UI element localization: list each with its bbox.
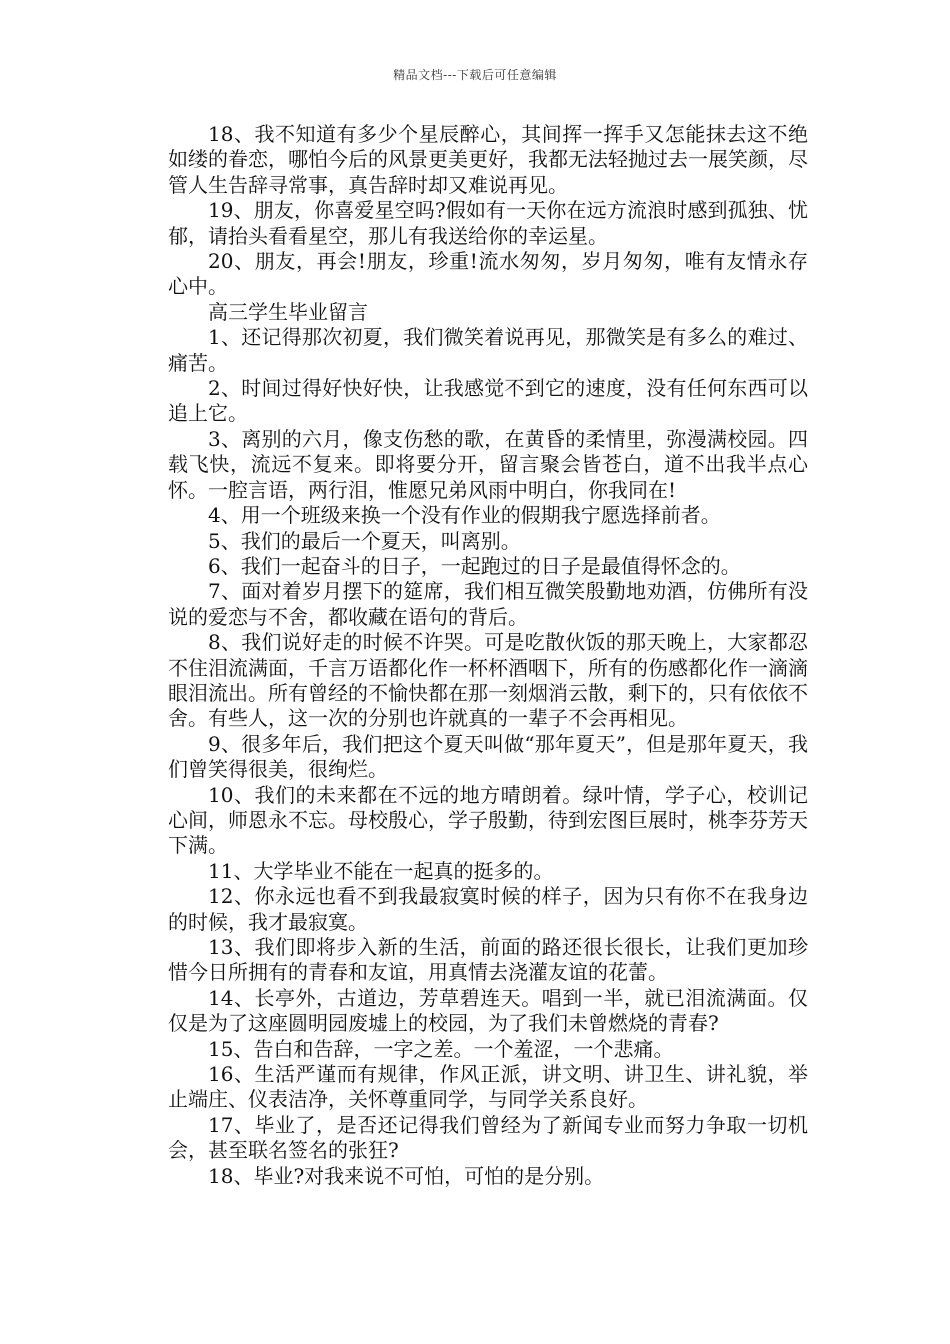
paragraph: 13、我们即将步入新的生活，前面的路还很长很长，让我们更加珍惜今日所拥有的青春和友谊，用真情去浇灌友谊的花蕾。 <box>168 935 808 985</box>
paragraph: 10、我们的未来都在不远的地方晴朗着。绿叶情，学子心，校训记心间，师恩永不忘。母校殷心，学子殷勤，待到宏图巨展时，桃李芬芳天下满。 <box>168 782 808 858</box>
paragraph: 3、离别的六月，像支伤愁的歌，在黄昏的柔情里，弥漫满校园。四载飞快，流远不复来。即将要分开，留言聚会皆苍白，道不出我半点心怀。一腔言语，两行泪，惟愿兄弟风雨中明白，你我同在! <box>168 426 808 502</box>
paragraph: 9、很多年后，我们把这个夏天叫做“那年夏天”，但是那年夏天，我们曾笑得很美，很绚烂。 <box>168 731 808 782</box>
document-body <box>168 122 808 1189</box>
page-header: 精品文档---下载后可任意编辑 <box>393 68 557 82</box>
paragraph: 16、生活严谨而有规律，作风正派，讲文明、讲卫生、讲礼貌，举止端庄、仪表洁净，关怀尊重同学，与同学关系良好。 <box>168 1062 808 1112</box>
paragraph: 7、面对着岁月摆下的筵席，我们相互微笑殷勤地劝酒，仿佛所有没说的爱恋与不舍，都收藏在语句的背后。 <box>168 579 808 629</box>
paragraph: 17、毕业了，是否还记得我们曾经为了新闻专业而努力争取一切机会，甚至联名签名的张狂? <box>168 1112 808 1163</box>
paragraph: 19、朋友，你喜爱星空吗?假如有一天你在远方流浪时感到孤独、忧郁，请抬头看看星空，那儿有我送给你的幸运星。 <box>168 198 808 248</box>
paragraph: 2、时间过得好快好快，让我感觉不到它的速度，没有任何东西可以追上它。 <box>168 376 808 426</box>
paragraph: 6、我们一起奋斗的日子，一起跑过的日子是最值得怀念的。 <box>208 553 741 578</box>
paragraph: 18、毕业?对我来说不可怕，可怕的是分别。 <box>208 1163 605 1188</box>
paragraph: 8、我们说好走的时候不许哭。可是吃散伙饭的那天晚上，大家都忍不住泪流满面，千言万语都化作一杯杯酒咽下，所有的伤感都化作一滴滴眼泪流出。所有曾经的不愉快都在那一刻烟消云散，剩下的，只有依依不舍。有些人，这一次的分别也许就真的一辈子不会再相见。 <box>168 630 808 731</box>
paragraph: 15、告白和告辞，一字之差。一个羞涩，一个悲痛。 <box>208 1036 674 1061</box>
paragraph: 12、你永远也看不到我最寂寞时候的样子，因为只有你不在我身边的时候，我才最寂寞。 <box>168 884 808 934</box>
paragraph: 5、我们的最后一个夏天，叫离别。 <box>208 528 521 553</box>
paragraph: 4、用一个班级来换一个没有作业的假期我宁愿选择前者。 <box>208 503 721 528</box>
paragraph: 14、长亭外，古道边，芳草碧连天。唱到一半，就已泪流满面。仅仅是为了这座圆明园废墟上的校园，为了我们未曾燃烧的青春? <box>168 985 808 1036</box>
paragraph: 11、大学毕业不能在一起真的挺多的。 <box>208 858 554 883</box>
paragraph: 1、还记得那次初夏，我们微笑着说再见，那微笑是有多么的难过、痛苦。 <box>168 325 808 375</box>
paragraph: 20、朋友，再会!朋友，珍重!流水匆匆，岁月匆匆，唯有友情永存心中。 <box>168 249 808 299</box>
section-heading: 高三学生毕业留言 <box>208 299 368 324</box>
paragraph: 18、我不知道有多少个星辰醉心，其间挥一挥手又怎能抹去这不绝如缕的眷恋，哪怕今后的风景更美更好，我都无法轻抛过去一展笑颜，尽管人生告辞寻常事，真告辞时却又难说再见。 <box>168 122 808 197</box>
